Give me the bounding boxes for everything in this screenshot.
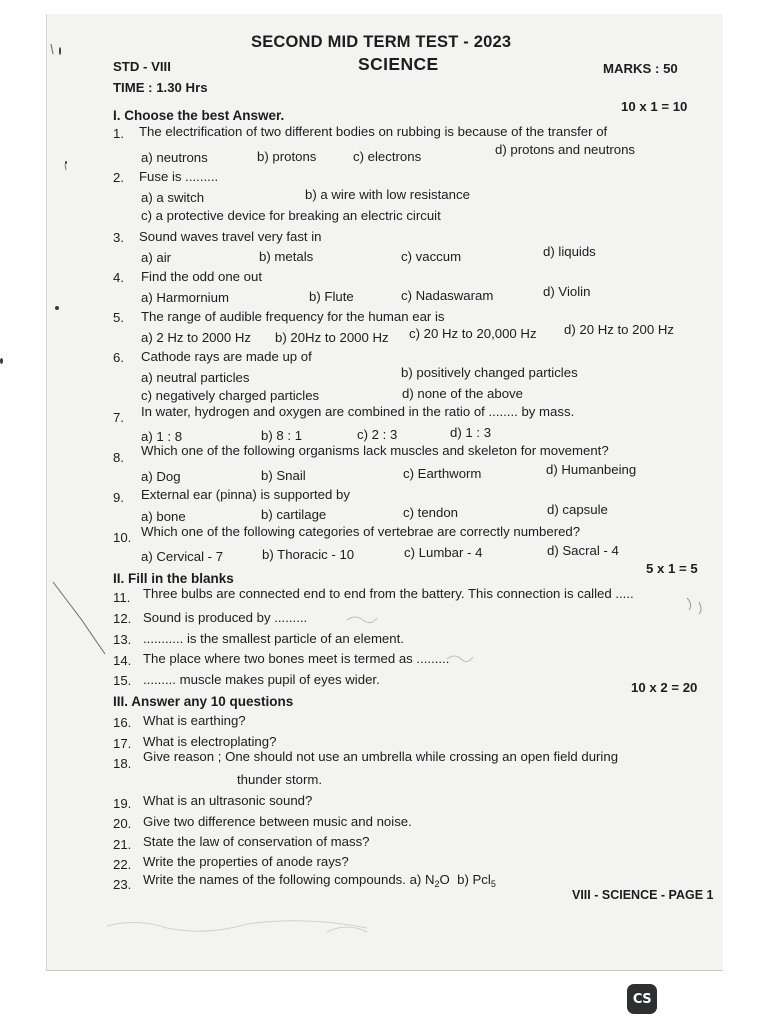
question-number: 6. <box>113 350 124 365</box>
question-number: 1. <box>113 126 124 141</box>
subject-title: SCIENCE <box>358 54 439 74</box>
question-text: Which one of the following categories of vertebrae are correctly numbered? <box>141 524 581 539</box>
question-number: 12. <box>113 611 132 626</box>
answer-option: a) air <box>141 250 172 265</box>
subscript: 5 <box>490 879 496 889</box>
question-text-continued: thunder storm. <box>237 772 323 787</box>
question-text: Fuse is ......... <box>139 169 219 184</box>
question-text: What is earthing? <box>143 713 246 728</box>
question-text: State the law of conservation of mass? <box>143 834 370 849</box>
answer-option: b) Snail <box>261 468 306 483</box>
answer-option: a) 1 : 8 <box>141 429 183 444</box>
page-footer-label: VIII - SCIENCE - PAGE 1 <box>572 888 714 902</box>
ink-speck <box>65 161 67 164</box>
question-number: 19. <box>113 796 132 811</box>
question-text: Three bulbs are connected end to end from the battery. This connection is called ..... <box>143 586 634 601</box>
question-number: 14. <box>113 653 132 668</box>
answer-option: c) negatively charged particles <box>141 388 320 403</box>
question-number: 10. <box>113 530 132 545</box>
answer-option: c) Lumbar - 4 <box>404 545 483 560</box>
answer-option: a) neutral particles <box>141 370 250 385</box>
answer-option: d) capsule <box>547 502 608 517</box>
question-text: The range of audible frequency for the human ear is <box>141 309 445 324</box>
answer-option: b) cartilage <box>261 507 327 522</box>
answer-option: b) Flute <box>309 289 354 304</box>
section-1-marks: 10 x 1 = 10 <box>621 99 688 114</box>
question-number: 13. <box>113 632 132 647</box>
answer-option: d) Violin <box>543 284 591 299</box>
answer-option: a) Dog <box>141 469 181 484</box>
formula-option: b) Pcl <box>457 872 491 887</box>
answer-option: c) electrons <box>353 149 422 164</box>
answer-option: b) Thoracic - 10 <box>262 547 355 562</box>
answer-option: b) 8 : 1 <box>261 428 303 443</box>
exam-paper <box>46 14 723 971</box>
question-text: External ear (pinna) is supported by <box>141 487 350 502</box>
answer-option: b) 20Hz to 2000 Hz <box>275 330 389 345</box>
answer-option: d) liquids <box>543 244 596 259</box>
section-3-heading: III. Answer any 10 questions <box>113 694 294 709</box>
answer-option: c) 20 Hz to 20,000 Hz <box>409 326 537 341</box>
answer-option: a) a switch <box>141 190 205 205</box>
answer-option: d) 20 Hz to 200 Hz <box>564 322 674 337</box>
question-text <box>143 871 496 888</box>
question-number: 15. <box>113 673 132 688</box>
ink-speck <box>59 47 61 55</box>
answer-option: a) Cervical - 7 <box>141 549 224 564</box>
section-2-marks: 5 x 1 = 5 <box>646 561 698 576</box>
question-number: 5. <box>113 310 124 325</box>
question-text: The electrification of two different bodies on rubbing is because of the transfer of <box>139 124 608 139</box>
exam-title: SECOND MID TERM TEST - 2023 <box>251 33 512 51</box>
answer-option: d) 1 : 3 <box>450 425 492 440</box>
answer-option: b) metals <box>259 249 314 264</box>
answer-option: c) 2 : 3 <box>357 427 398 442</box>
camscanner-logo: CS <box>627 984 657 1014</box>
question-number: 2. <box>113 170 124 185</box>
ink-speck <box>55 306 59 310</box>
question-number: 4. <box>113 270 124 285</box>
time-allowed: TIME : 1.30 Hrs <box>113 80 208 95</box>
section-1-heading: I. Choose the best Answer. <box>113 108 285 123</box>
question-text: Sound is produced by ......... <box>143 610 308 625</box>
question-text: Give two difference between music and noise. <box>143 814 412 829</box>
standard-label: STD - VIII <box>113 59 171 74</box>
section-2-heading: II. Fill in the blanks <box>113 571 234 586</box>
ink-speck <box>0 358 3 364</box>
question-text-main: Write the names of the following compounds. a) N <box>143 872 435 887</box>
question-text: Which one of the following organisms lack muscles and skeleton for movement? <box>141 443 609 458</box>
answer-option: a) bone <box>141 509 186 524</box>
answer-option: b) protons <box>257 149 317 164</box>
question-number: 22. <box>113 857 132 872</box>
question-text: Write the properties of anode rays? <box>143 854 349 869</box>
answer-option: b) positively changed particles <box>401 365 578 380</box>
question-text: ........... is the smallest particle of an element. <box>143 631 404 646</box>
question-text: The place where two bones meet is termed as ......... <box>143 651 450 666</box>
question-number: 16. <box>113 715 132 730</box>
answer-option: d) Sacral - 4 <box>547 543 619 558</box>
formula-tail: O <box>439 872 450 887</box>
answer-option: c) tendon <box>403 505 458 520</box>
question-text: Sound waves travel very fast in <box>139 229 322 244</box>
subscript: 2 <box>434 879 440 889</box>
question-number: 8. <box>113 450 124 465</box>
question-text: Find the odd one out <box>141 269 262 284</box>
total-marks: MARKS : 50 <box>603 61 678 76</box>
question-text: Cathode rays are made up of <box>141 349 312 364</box>
answer-option: a) Harmornium <box>141 290 229 305</box>
question-text: What is electroplating? <box>143 734 277 749</box>
answer-option: d) none of the above <box>402 386 523 401</box>
answer-option: b) a wire with low resistance <box>305 187 470 202</box>
answer-option: d) protons and neutrons <box>495 142 636 157</box>
answer-option: a) 2 Hz to 2000 Hz <box>141 330 251 345</box>
question-number: 3. <box>113 230 124 245</box>
question-text: ......... muscle makes pupil of eyes wider. <box>143 672 380 687</box>
question-number: 17. <box>113 736 132 751</box>
question-number: 21. <box>113 837 132 852</box>
answer-option: d) Humanbeing <box>546 462 637 477</box>
answer-option: c) vaccum <box>401 249 462 264</box>
answer-option: a) neutrons <box>141 150 208 165</box>
answer-option: c) Nadaswaram <box>401 288 494 303</box>
question-text: What is an ultrasonic sound? <box>143 793 313 808</box>
question-number: 23. <box>113 877 132 892</box>
question-number: 11. <box>113 590 131 605</box>
question-text: Give reason ; One should not use an umbrella while crossing an open field during <box>143 749 619 764</box>
question-number: 20. <box>113 816 132 831</box>
answer-option: c) a protective device for breaking an electric circuit <box>141 208 441 223</box>
answer-option: c) Earthworm <box>403 466 482 481</box>
question-number: 7. <box>113 410 124 425</box>
section-3-marks: 10 x 2 = 20 <box>631 680 698 695</box>
question-text: In water, hydrogen and oxygen are combined in the ratio of ........ by mass. <box>141 404 575 419</box>
question-number: 9. <box>113 490 124 505</box>
question-number: 18. <box>113 756 132 771</box>
